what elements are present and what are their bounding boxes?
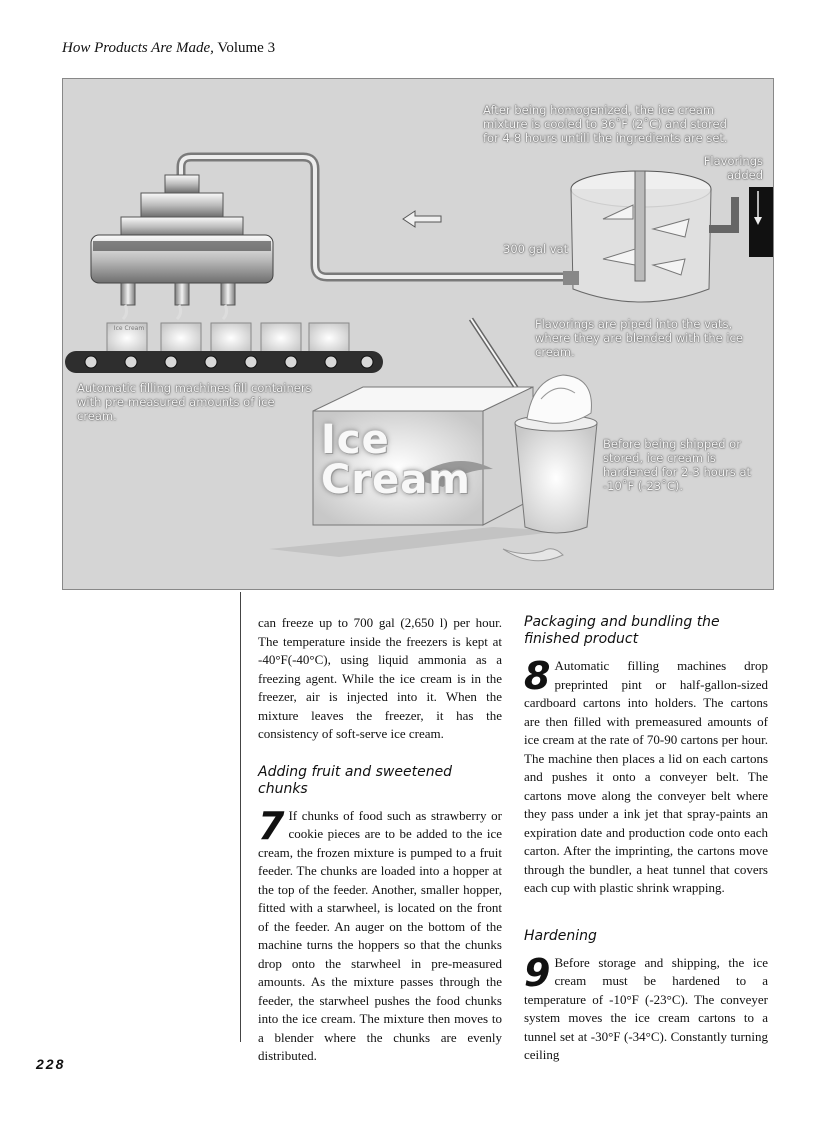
- conveyor: [65, 351, 383, 373]
- caption-piped: Flavorings are piped into the vats, where they are blended with the ice cream.: [535, 317, 743, 359]
- caption-hardened: Before being shipped or stored, ice cream is hardened for 2-3 hours at -10˚F (-23˚C).: [603, 437, 752, 493]
- paragraph-step-8: [524, 654, 768, 898]
- heading-packaging: Packaging and bundling the finished product: [524, 614, 720, 647]
- caption-cooled: After being homogenized, the ice cream mixture is cooled to 36˚F (2˚C) and stored for 4-8 hours untill the ingredients are set.: [483, 103, 728, 145]
- left-column: [258, 614, 502, 1066]
- caption-flavorings-line1: Flavorings: [703, 154, 763, 168]
- heading-hardening: Hardening: [524, 927, 597, 944]
- step-7-text: If chunks of food such as strawberry or cookie pieces are to be added to the ice cream, the frozen mixture is pumped to a fruit feeder. The chunks are loaded into a hopper at the top of the feeder. Another, smaller hopper, fitted with a starwheel, is located on the front of the feeder. An auger on the bottom of the machine turns the hoppers so that the chunks drop onto the starwheel in pre-measured amounts. As the mixture passes through the feeder, the starwheel pushes the food chunks into the ice cream. The mixture then moves to a blender where the chunks are evenly distributed.: [258, 807, 502, 1063]
- page-number: 228: [36, 1056, 66, 1072]
- ice-cream-process-illustration: [62, 78, 774, 590]
- carton-label: Ice Cream: [113, 325, 145, 332]
- caption-vat: 300 gal vat: [503, 242, 569, 256]
- column-rule: [240, 592, 241, 1042]
- heading-adding-fruit: Adding fruit and sweetened chunks: [258, 763, 453, 797]
- caption-flavorings-added: [683, 154, 763, 182]
- book-title: How Products Are Made,: [62, 40, 214, 56]
- volume-label: Volume 3: [217, 40, 276, 56]
- step-number-9: 9: [524, 950, 551, 995]
- step-number-7: 7: [258, 803, 285, 848]
- paragraph-step-9: [524, 950, 768, 1065]
- caption-filling: Automatic filling machines fill containers with pre-measured amounts of ice cream.: [77, 381, 312, 423]
- box-word-cream: Cream: [321, 457, 471, 503]
- paragraph-step-7: [258, 803, 502, 1066]
- right-column: [524, 614, 768, 1065]
- direction-arrow-icon: [403, 211, 441, 227]
- step-9-text: Before storage and shipping, the ice cream must be hardened to a temperature of -10°F (-23°C). The conveyer system moves the ice cream cartons to a tunnel set at -30°F (-34°C). Constantly turning ceiling: [524, 954, 768, 1062]
- step-8-text: Automatic filling machines drop preprinted pint or half-gallon-sized cardboard cartons into holders. The cartons are then filled with premeasured amounts of ice cream at the rate of 70-90 cartons per hour. The machine then places a lid on each cartons and pushes it onto a conveyer belt. The cartons move along the conveyer belt where they pass under a ink jet that spray-paints an expiration date and production code onto each carton. After the imprinting, the cartons move through the bundler, a heat tunnel that covers each cup with plastic shrink wrapping.: [524, 658, 768, 895]
- filling-machine: [91, 175, 273, 319]
- caption-flavorings-line2: added: [726, 168, 763, 182]
- paragraph-freezer: can freeze up to 700 gal (2,650 l) per hour. The temperature inside the freezers is kept at -40°F(-40°C), using liquid ammonia as a freezing agent. While the ice cream is in the freezer, air is injected into it. When the mixture leaves the freezer, it has the consistency of soft-serve ice cream.: [258, 615, 502, 741]
- carton-labels: [109, 325, 349, 332]
- step-number-8: 8: [524, 654, 551, 698]
- blending-vat: [563, 171, 711, 302]
- box-word-ice: Ice: [321, 417, 390, 463]
- running-head: [62, 40, 275, 57]
